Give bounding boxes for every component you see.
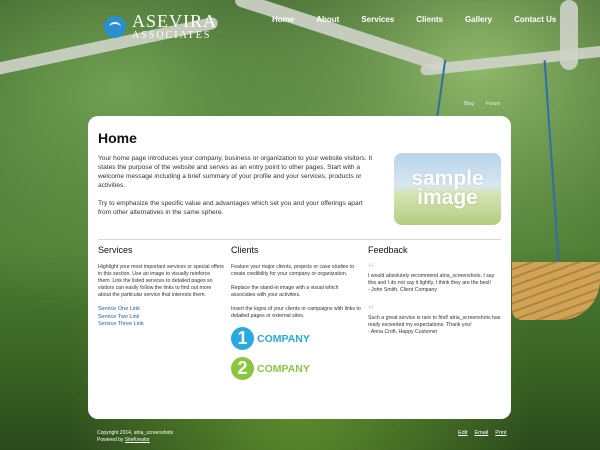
client-logo-1-number: 1 <box>231 327 254 350</box>
logo-subtitle: ASSOCIATES <box>132 30 212 41</box>
clients-paragraph-1: Feature your major clients, projects or case studies to create credibility for your company or organization. <box>231 264 355 277</box>
logo-name: ASEVIRA <box>132 11 218 31</box>
email-link[interactable]: Email <box>474 430 489 436</box>
page-title: Home <box>98 130 137 146</box>
sample-image <box>394 153 501 225</box>
copyright-text: Copyright 2014, atria_screenshots <box>97 430 174 436</box>
quote-icon: “ <box>368 261 375 276</box>
services-heading: Services <box>98 245 133 255</box>
service-three-link[interactable]: Service Three Link <box>98 321 144 327</box>
client-logo-2-name: COMPANY <box>257 362 310 375</box>
clients-paragraph-3: Insert the logos of your clients or campaigns with links to detailed pages or external sites. <box>231 306 361 319</box>
utility-links <box>464 101 500 107</box>
background-tree-trunk <box>560 0 578 70</box>
client-logo-2[interactable] <box>231 357 361 380</box>
feedback-heading: Feedback <box>368 245 408 255</box>
testimonial-2 <box>368 303 503 336</box>
nav-clients[interactable]: Clients <box>416 15 443 24</box>
testimonial-2-text: Such a great service is rare to find! atria_screenshots has really exceeded my expectations. Thank you! <box>368 315 501 328</box>
clients-paragraph-2: Replace the stand-in image with a visual which associates with your activities. <box>231 285 339 298</box>
testimonial-1 <box>368 261 503 294</box>
content-panel <box>88 116 511 419</box>
section-divider <box>98 239 501 240</box>
intro-paragraph-1: Your home page introduces your company, business or organization to your website visitors. It states the purpose of the website and serves as an entry point to other pages. Start with a welcome message including a brief summary of your profile and your services, products or activities. <box>98 155 373 189</box>
service-two-link[interactable]: Service Two Link <box>98 313 140 320</box>
blog-link[interactable]: Blog <box>464 101 475 107</box>
footer-links <box>458 430 507 436</box>
nav-gallery[interactable]: Gallery <box>464 15 493 24</box>
client-logo-1-name: COMPANY <box>257 332 310 345</box>
background-tree-branch-main <box>233 0 447 73</box>
service-one-link[interactable]: Service One Link <box>98 306 140 312</box>
client-logo-1[interactable] <box>231 327 361 350</box>
testimonial-1-text: I would absolutely recommend atria_screenshots. I say this and I do not say it lightly, I think they are the best! <box>368 273 495 286</box>
nav-about[interactable]: About <box>316 15 340 24</box>
quote-icon: “ <box>368 303 375 318</box>
sitekreator-link[interactable]: SiteKreator <box>124 436 150 443</box>
site-logo[interactable] <box>104 12 217 41</box>
powered-by-line <box>97 437 173 444</box>
clients-section <box>231 245 361 380</box>
services-section <box>98 245 224 329</box>
main-navigation <box>272 15 578 24</box>
client-logo-2-number: 2 <box>231 357 254 380</box>
testimonial-1-author: - John Smith, Client Company <box>368 287 437 293</box>
print-link[interactable]: Print <box>495 430 507 436</box>
nav-services[interactable]: Services <box>361 15 395 24</box>
intro-text <box>98 154 374 226</box>
nav-home[interactable]: Home <box>272 15 295 24</box>
footer-credits <box>97 430 173 443</box>
powered-by-prefix: Powered by <box>97 436 125 443</box>
sample-image-label: sample image <box>411 167 484 209</box>
feedback-section <box>368 245 503 348</box>
clients-heading: Clients <box>231 245 259 255</box>
nav-contact-us[interactable]: Contact Us <box>514 15 557 24</box>
testimonial-2-author: - Anna Croft, Happy Customer <box>368 329 438 335</box>
forum-link[interactable]: Forum <box>486 101 501 107</box>
logo-mark-icon <box>104 16 126 38</box>
intro-paragraph-2: Try to emphasize the specific value and advantages which set you and your offerings apart from other alternatives in the same sphere. <box>98 200 363 216</box>
hammock-swing <box>512 262 600 320</box>
edit-link[interactable]: Edit <box>458 430 468 436</box>
services-text: Highlight your most important services or special offers in this section. Use an image to visually reinforce them. Link the listed services to detailed pages so visitors can easily follow the links to find out more about the particular service that interests them. <box>98 264 224 298</box>
